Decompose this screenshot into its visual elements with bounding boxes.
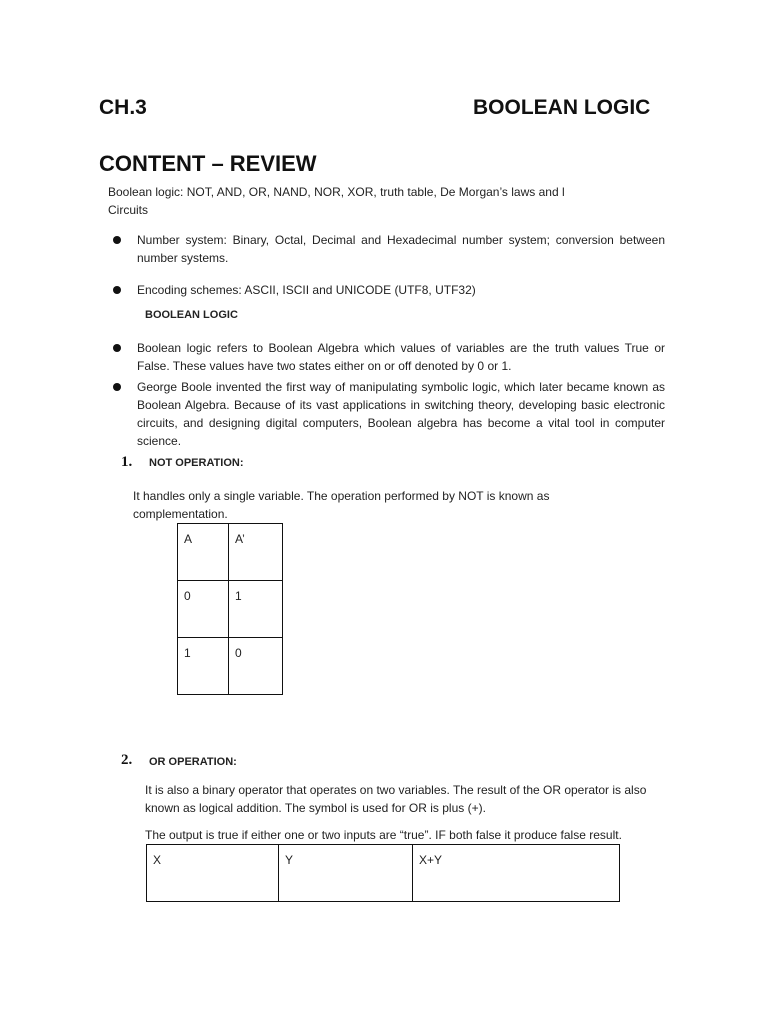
table-header-cell: A’ — [229, 524, 283, 581]
topic-title: BOOLEAN LOGIC — [473, 96, 651, 119]
bullet-encoding — [113, 281, 665, 299]
or-section-title: OR OPERATION: — [149, 756, 237, 768]
not-section-title: NOT OPERATION: — [149, 457, 244, 469]
table-header-cell: X — [147, 845, 279, 902]
bullet-icon — [113, 236, 121, 244]
table-cell: 0 — [229, 638, 283, 695]
table-row — [178, 638, 283, 695]
bullet-text: Boolean logic refers to Boolean Algebra which values of variables are the truth values True or False. These values have two states either on or off denoted by 0 or 1. — [137, 341, 665, 373]
bullet-boolean-definition — [113, 339, 665, 375]
intro-line-1: Boolean logic: NOT, AND, OR, NAND, NOR, XOR, truth table, De Morgan’s laws and l — [108, 185, 565, 199]
bullet-text: George Boole invented the first way of manipulating symbolic logic, which later became known as Boolean Algebra. Because of its vast applications in switching theory, developing basic electronic circuits, and designing digital computers, Boolean algebra has become a vital tool in computer science. — [137, 380, 665, 448]
or-section-number: 2. — [121, 752, 133, 768]
bullet-icon — [113, 286, 121, 294]
table-header-cell: X+Y — [413, 845, 620, 902]
bullet-icon — [113, 344, 121, 352]
bullet-text: Number system: Binary, Octal, Decimal and Hexadecimal number system; conversion between number systems. — [137, 233, 665, 265]
table-row — [178, 581, 283, 638]
chapter-label: CH.3 — [99, 96, 147, 119]
not-truth-table — [177, 523, 283, 695]
not-section-number: 1. — [121, 454, 133, 470]
or-output-note: The output is true if either one or two inputs are “true”. IF both false it produce false result. — [145, 828, 622, 842]
bullet-icon — [113, 383, 121, 391]
bullet-text: Encoding schemes: ASCII, ISCII and UNICODE (UTF8, UTF32) — [137, 283, 476, 297]
table-header-cell: A — [178, 524, 229, 581]
bullet-number-system — [113, 231, 665, 267]
not-description: It handles only a single variable. The operation performed by NOT is known as complementation. — [133, 489, 550, 521]
bullet-george-boole — [113, 378, 665, 450]
table-header-cell: Y — [279, 845, 413, 902]
table-row — [178, 524, 283, 581]
intro-text — [108, 183, 588, 219]
table-row — [147, 845, 620, 902]
or-truth-table — [146, 844, 620, 902]
intro-line-2: Circuits — [108, 203, 149, 217]
boolean-logic-subheading: BOOLEAN LOGIC — [145, 309, 238, 321]
table-cell: 1 — [229, 581, 283, 638]
table-cell: 1 — [178, 638, 229, 695]
table-cell: 0 — [178, 581, 229, 638]
section-title: CONTENT – REVIEW — [99, 151, 317, 176]
or-description: It is also a binary operator that operates on two variables. The result of the OR operator is also known as logical addition. The symbol is used for OR is plus (+). — [145, 783, 647, 815]
